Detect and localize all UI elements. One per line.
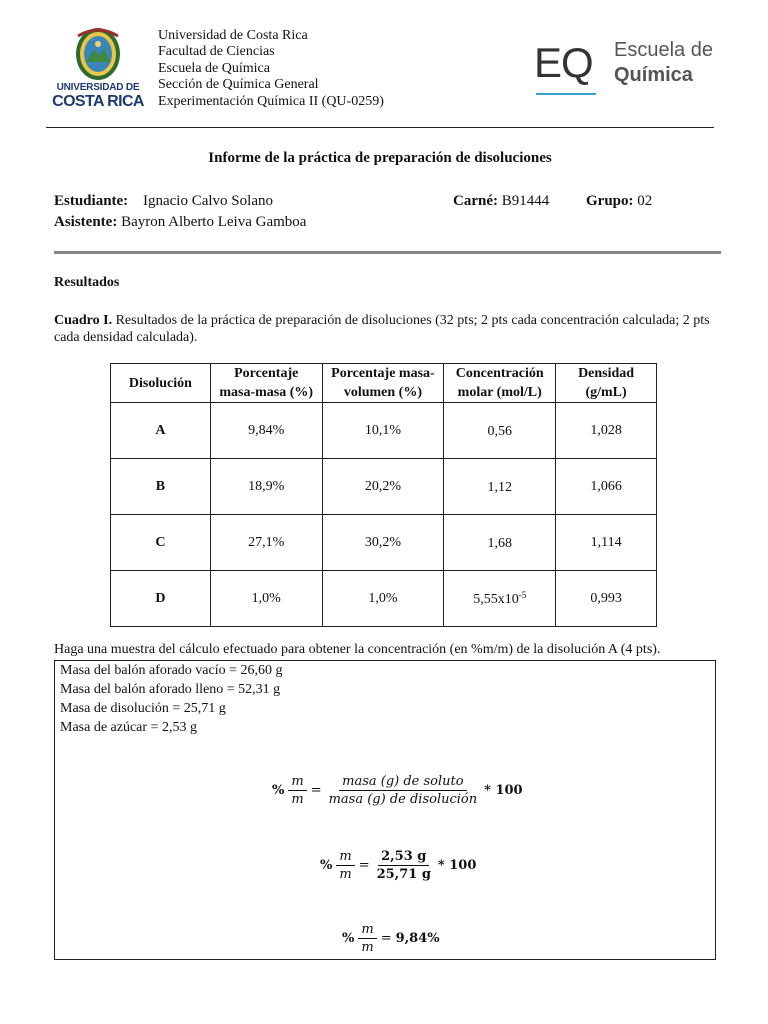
eq3-mm-fraction: $\frac{m}{m}$ xyxy=(358,922,376,955)
results-table xyxy=(110,363,657,627)
student-name: Ignacio Calvo Solano xyxy=(143,193,273,209)
ucr-logo-line1: UNIVERSIDAD DE xyxy=(56,82,140,93)
cell-molar: 1,68 xyxy=(444,515,556,571)
assistant-label: Asistente: xyxy=(54,214,118,230)
caption-label: Cuadro I. xyxy=(54,313,113,328)
cell-disolucion: C xyxy=(111,515,211,571)
eq1-equals: = xyxy=(310,783,322,798)
eq-logo-line2: Química xyxy=(614,64,693,86)
eq3-percent: % xyxy=(342,931,355,946)
equation-result xyxy=(342,922,440,955)
group-label: Grupo: xyxy=(586,193,634,209)
eq2-mm-fraction: $\frac{m}{m}$ xyxy=(336,849,354,882)
cell-masa-masa: 18,9% xyxy=(210,459,322,515)
cell-masa-volumen: 30,2% xyxy=(322,515,444,571)
institution-line: Experimentación Química II (QU-0259) xyxy=(158,93,384,109)
equation-substituted xyxy=(320,849,476,882)
cell-molar: 0,56 xyxy=(444,403,556,459)
cell-masa-masa: 27,1% xyxy=(210,515,322,571)
institution-line: Universidad de Costa Rica xyxy=(158,28,308,43)
cell-masa-masa: 9,84% xyxy=(210,403,322,459)
carne-value: B91444 xyxy=(501,193,550,209)
header-densidad: Densidad (g/mL) xyxy=(556,364,657,403)
sample-calc-data xyxy=(60,661,283,737)
header-masa-volumen: Porcentaje masa- volumen (%) xyxy=(322,364,444,403)
eq1-percent: % xyxy=(272,783,285,798)
cell-masa-volumen: 20,2% xyxy=(322,459,444,515)
student-label-text: Estudiante: xyxy=(54,193,129,209)
cell-masa-masa: 1,0% xyxy=(210,571,322,627)
results-heading: Resultados xyxy=(54,275,120,290)
eq3-equals: = xyxy=(380,931,392,946)
caption-text: Resultados de la práctica de preparación de disoluciones (32 pts; 2 pts cada concentración calculada; 2 pts cada densidad calculada). xyxy=(54,313,710,345)
header-disolucion: Disolución xyxy=(111,364,211,403)
cell-densidad: 0,993 xyxy=(556,571,657,627)
sample-calc-prompt: Haga una muestra del cálculo efectuado para obtener la concentración (en %m/m) de la disolución A (4 pts). xyxy=(54,642,661,657)
cell-densidad: 1,114 xyxy=(556,515,657,571)
table-caption xyxy=(54,312,718,346)
institution-line: Facultad de Ciencias xyxy=(158,44,275,60)
cell-disolucion: A xyxy=(111,403,211,459)
cell-densidad: 1,028 xyxy=(556,403,657,459)
header-molar: Concentración molar (mol/L) xyxy=(444,364,556,403)
eq-logo-line1: Escuela de xyxy=(614,39,713,61)
eq-logo-abbr: EQ xyxy=(534,39,593,86)
cell-masa-volumen: 1,0% xyxy=(322,571,444,627)
eq1-mm-fraction: $\frac{m}{m}$ xyxy=(288,774,306,807)
assistant-name: Bayron Alberto Leiva Gamboa xyxy=(121,214,307,230)
eq3-result: 9,84% xyxy=(395,931,440,946)
cell-molar: $5,55x10^{-5}$ xyxy=(444,571,556,627)
group-field xyxy=(586,193,652,210)
assistant-field xyxy=(54,214,306,231)
section-divider xyxy=(54,251,721,254)
table-row xyxy=(111,459,657,515)
cell-disolucion: D xyxy=(111,571,211,627)
table-row xyxy=(111,403,657,459)
cell-molar: 1,12 xyxy=(444,459,556,515)
calc-line: Masa del balón aforado vacío = 26,60 g xyxy=(60,663,283,678)
eq2-times: * 100 xyxy=(437,858,477,873)
cell-disolucion: B xyxy=(111,459,211,515)
carne-label: Carné: xyxy=(453,193,498,209)
eq-logo-underline xyxy=(536,93,596,95)
escuela-quimica-logo xyxy=(534,38,724,100)
institution-line: Escuela de Química xyxy=(158,60,270,76)
institution-line: Sección de Química General xyxy=(158,77,319,93)
calc-line: Masa de azúcar = 2,53 g xyxy=(60,720,197,735)
calc-line: Masa del balón aforado lleno = 52,31 g xyxy=(60,682,281,697)
eq1-times: * 100 xyxy=(484,783,523,798)
equation-general xyxy=(272,774,523,807)
table-row xyxy=(111,515,657,571)
table-header-row xyxy=(111,364,657,403)
group-value: 02 xyxy=(637,193,653,209)
cell-densidad: 1,066 xyxy=(556,459,657,515)
eq2-main-fraction: $\frac{2,53 g}{25,71 g}$ xyxy=(376,849,431,882)
student-label xyxy=(54,193,128,210)
eq1-main-fraction: $\frac{\text{masa (g) de soluto}}{\text{masa (g) de disolución}}$ xyxy=(328,774,478,807)
eq2-percent: % xyxy=(320,858,333,873)
institution-block xyxy=(158,28,384,110)
table-row xyxy=(111,571,657,627)
ucr-seal-logo xyxy=(52,26,144,82)
eq2-equals: = xyxy=(358,858,370,873)
header-divider xyxy=(46,127,714,128)
calc-line: Masa de disolución = 25,71 g xyxy=(60,701,226,716)
ucr-logo-line2: COSTA RICA xyxy=(52,93,144,110)
header-masa-masa: Porcentaje masa-masa (%) xyxy=(210,364,322,403)
cell-masa-volumen: 10,1% xyxy=(322,403,444,459)
carne-field xyxy=(453,193,549,210)
report-title: Informe de la práctica de preparación de disoluciones xyxy=(208,150,552,166)
